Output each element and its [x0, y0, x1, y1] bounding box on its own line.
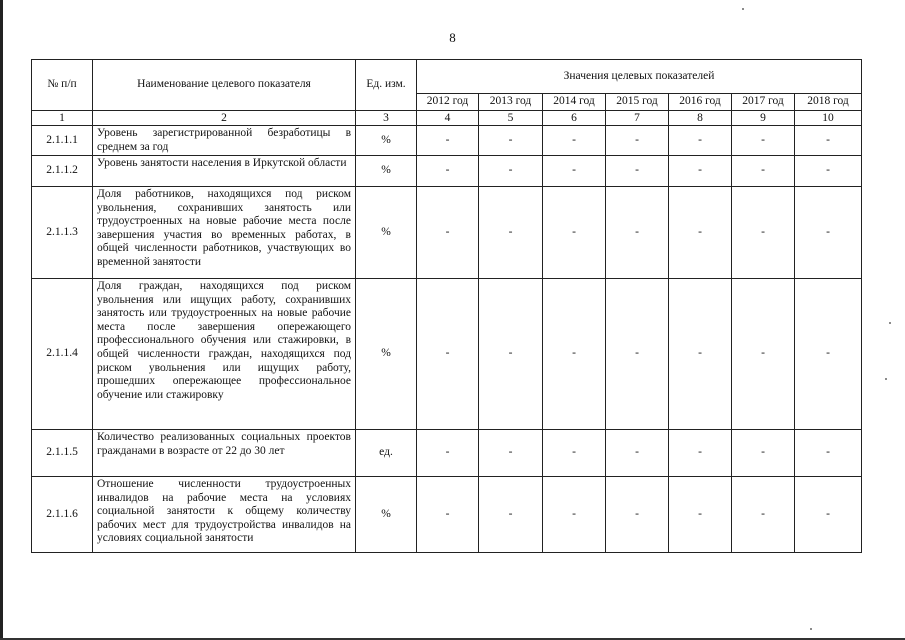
row-value: -: [669, 126, 732, 156]
row-indicator-name: Отношение численности трудоустроенных инвалидов на рабочие места на условиях социальной занятости к общему количеству рабочих мест для трудоустройства инвалидов на условиях социальной занятости: [93, 477, 356, 553]
row-id: 2.1.1.5: [32, 430, 93, 477]
table-row: [32, 477, 862, 553]
row-value: -: [669, 477, 732, 553]
row-value: -: [732, 279, 795, 430]
row-value: -: [732, 187, 795, 279]
row-value: -: [606, 187, 669, 279]
row-id: 2.1.1.3: [32, 187, 93, 279]
row-value: -: [417, 187, 479, 279]
row-value: -: [479, 187, 543, 279]
column-index: 10: [795, 111, 862, 126]
column-index: 1: [32, 111, 93, 126]
row-value: -: [479, 477, 543, 553]
row-value: -: [417, 279, 479, 430]
row-value: -: [669, 279, 732, 430]
table-row: [32, 430, 862, 477]
row-value: -: [606, 126, 669, 156]
row-value: -: [732, 126, 795, 156]
header-year: 2018 год: [795, 94, 862, 111]
row-value: -: [795, 279, 862, 430]
row-value: -: [479, 430, 543, 477]
row-indicator-name: Уровень зарегистрированной безработицы в среднем за год: [93, 126, 356, 156]
row-value: -: [543, 279, 606, 430]
row-value: -: [732, 430, 795, 477]
row-value: -: [795, 156, 862, 187]
row-id: 2.1.1.6: [32, 477, 93, 553]
column-index: 7: [606, 111, 669, 126]
header-year: 2014 год: [543, 94, 606, 111]
row-value: -: [795, 430, 862, 477]
row-indicator-name: Количество реализованных социальных проектов гражданами в возрасте от 22 до 30 лет: [93, 430, 356, 477]
row-value: -: [669, 430, 732, 477]
row-indicator-name: Уровень занятости населения в Иркутской области: [93, 156, 356, 187]
column-index: 3: [356, 111, 417, 126]
row-id: 2.1.1.4: [32, 279, 93, 430]
header-year: 2016 год: [669, 94, 732, 111]
header-indicator-name: Наименование целевого показателя: [93, 60, 356, 111]
row-value: -: [606, 430, 669, 477]
row-value: -: [543, 126, 606, 156]
row-value: -: [732, 477, 795, 553]
row-value: -: [479, 279, 543, 430]
row-unit: %: [356, 187, 417, 279]
row-indicator-name: Доля граждан, находящихся под риском увольнения или ищущих работу, сохранивших занятость или трудоустроенных на новые рабочие места после завершения опережающего профессионального обучения или стажировки, в общей численности граждан, находящихся под риском увольнения или ищущих работу, прошедших опережающее профессиональное обучение или стажировку: [93, 279, 356, 430]
header-number: № п/п: [32, 60, 93, 111]
table-row: [32, 126, 862, 156]
scan-speck: [885, 378, 887, 380]
row-value: -: [417, 477, 479, 553]
row-value: -: [606, 477, 669, 553]
header-year: 2012 год: [417, 94, 479, 111]
header-row: [32, 60, 862, 94]
row-value: -: [543, 477, 606, 553]
row-value: -: [669, 156, 732, 187]
header-year: 2013 год: [479, 94, 543, 111]
row-value: -: [417, 156, 479, 187]
column-index: 6: [543, 111, 606, 126]
column-index: 2: [93, 111, 356, 126]
scan-speck: [889, 322, 891, 324]
header-year: 2015 год: [606, 94, 669, 111]
row-value: -: [479, 126, 543, 156]
row-value: -: [795, 187, 862, 279]
row-id: 2.1.1.2: [32, 156, 93, 187]
page-number: 8: [449, 30, 456, 45]
row-value: -: [543, 187, 606, 279]
column-index: 5: [479, 111, 543, 126]
header-year: 2017 год: [732, 94, 795, 111]
column-index-row: [32, 111, 862, 126]
scan-speck: [810, 628, 812, 630]
row-unit: %: [356, 279, 417, 430]
row-unit: %: [356, 477, 417, 553]
row-value: -: [732, 156, 795, 187]
row-id: 2.1.1.1: [32, 126, 93, 156]
row-value: -: [795, 477, 862, 553]
row-value: -: [417, 430, 479, 477]
table-row: [32, 279, 862, 430]
row-indicator-name: Доля работников, находящихся под риском увольнения, сохранивших занятость или трудоустроенных на новые рабочие места после завершения участия во временных работах, в общей численности работников, участвующих во временной занятости: [93, 187, 356, 279]
row-value: -: [606, 156, 669, 187]
row-value: -: [543, 156, 606, 187]
header-values-group: Значения целевых показателей: [417, 60, 862, 94]
row-value: -: [417, 126, 479, 156]
scan-speck: [742, 8, 744, 10]
row-value: -: [795, 126, 862, 156]
row-value: -: [479, 156, 543, 187]
scan-left-edge: [0, 0, 3, 640]
row-value: -: [606, 279, 669, 430]
row-unit: %: [356, 156, 417, 187]
table-row: [32, 187, 862, 279]
column-index: 9: [732, 111, 795, 126]
header-unit: Ед. изм.: [356, 60, 417, 111]
table-row: [32, 156, 862, 187]
column-index: 4: [417, 111, 479, 126]
row-unit: ед.: [356, 430, 417, 477]
column-index: 8: [669, 111, 732, 126]
row-value: -: [543, 430, 606, 477]
row-value: -: [669, 187, 732, 279]
row-unit: %: [356, 126, 417, 156]
target-indicators-table: [31, 59, 862, 553]
